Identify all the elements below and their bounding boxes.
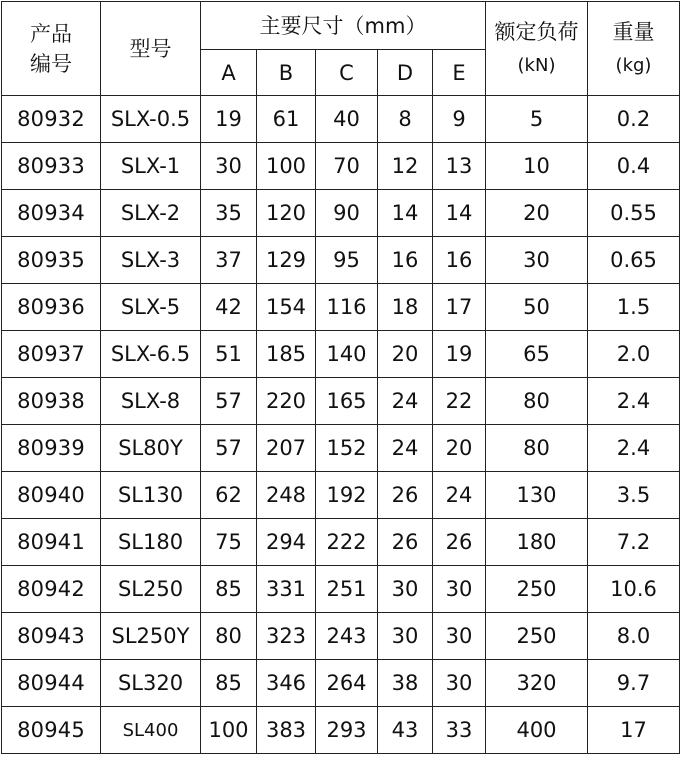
dim-d-cell: 26 — [378, 519, 433, 566]
dim-c-cell: 293 — [316, 707, 378, 754]
load-cell: 320 — [486, 660, 588, 707]
dim-b-cell: 129 — [257, 237, 316, 284]
code-header-line-2: 编号 — [30, 51, 72, 76]
load-cell: 80 — [486, 425, 588, 472]
load-cell: 50 — [486, 284, 588, 331]
dim-d-cell: 20 — [378, 331, 433, 378]
dim-b-cell: 100 — [257, 143, 316, 190]
model-cell: SLX-8 — [101, 378, 201, 425]
dim-b-cell: 346 — [257, 660, 316, 707]
product-code-cell: 80934 — [2, 190, 101, 237]
code-header — [2, 2, 101, 96]
dim-c-cell: 140 — [316, 331, 378, 378]
dim-d-cell: 30 — [378, 566, 433, 613]
weight-cell: 3.5 — [588, 472, 680, 519]
dim-b-cell: 248 — [257, 472, 316, 519]
table-row — [2, 237, 680, 284]
weight-cell: 1.5 — [588, 284, 680, 331]
code-header-line-1: 产品 — [30, 21, 72, 46]
dim-e-cell: 14 — [433, 190, 486, 237]
dim-d-cell: 24 — [378, 378, 433, 425]
dim-e-cell: 20 — [433, 425, 486, 472]
dim-d-cell: 26 — [378, 472, 433, 519]
dim-e-cell: 17 — [433, 284, 486, 331]
load-cell: 30 — [486, 237, 588, 284]
dim-a-cell: 51 — [201, 331, 257, 378]
dim-e-cell: 19 — [433, 331, 486, 378]
dim-a-cell: 37 — [201, 237, 257, 284]
model-cell: SLX-2 — [101, 190, 201, 237]
dim-b-cell: 120 — [257, 190, 316, 237]
dim-c-header: C — [316, 50, 378, 96]
table-row — [2, 331, 680, 378]
dim-c-cell: 152 — [316, 425, 378, 472]
model-cell: SL250Y — [101, 613, 201, 660]
weight-cell: 2.4 — [588, 378, 680, 425]
dim-c-cell: 95 — [316, 237, 378, 284]
weight-cell: 2.4 — [588, 425, 680, 472]
product-code-cell: 80945 — [2, 707, 101, 754]
dim-c-cell: 116 — [316, 284, 378, 331]
model-cell: SL130 — [101, 472, 201, 519]
dim-d-cell: 8 — [378, 96, 433, 143]
dim-c-cell: 192 — [316, 472, 378, 519]
weight-cell: 8.0 — [588, 613, 680, 660]
dim-e-cell: 30 — [433, 613, 486, 660]
load-cell: 130 — [486, 472, 588, 519]
dim-e-cell: 13 — [433, 143, 486, 190]
table-row — [2, 190, 680, 237]
dim-a-cell: 80 — [201, 613, 257, 660]
load-cell: 5 — [486, 96, 588, 143]
dim-b-cell: 207 — [257, 425, 316, 472]
dim-d-cell: 14 — [378, 190, 433, 237]
table-row — [2, 707, 680, 754]
load-header-unit: (kN) — [517, 54, 556, 76]
table-row — [2, 96, 680, 143]
dim-a-cell: 85 — [201, 566, 257, 613]
dim-e-cell: 30 — [433, 566, 486, 613]
weight-cell: 0.4 — [588, 143, 680, 190]
weight-cell: 10.6 — [588, 566, 680, 613]
load-header — [486, 2, 588, 96]
model-header: 型号 — [101, 2, 201, 96]
dim-a-cell: 30 — [201, 143, 257, 190]
dim-c-cell: 40 — [316, 96, 378, 143]
dim-a-cell: 57 — [201, 378, 257, 425]
weight-cell: 0.55 — [588, 190, 680, 237]
dim-b-cell: 220 — [257, 378, 316, 425]
product-code-cell: 80941 — [2, 519, 101, 566]
table-row — [2, 472, 680, 519]
dim-e-cell: 16 — [433, 237, 486, 284]
dim-e-cell: 22 — [433, 378, 486, 425]
table-row — [2, 613, 680, 660]
product-code-cell: 80936 — [2, 284, 101, 331]
dim-c-cell: 90 — [316, 190, 378, 237]
dim-e-cell: 24 — [433, 472, 486, 519]
dim-a-cell: 85 — [201, 660, 257, 707]
dim-d-cell: 30 — [378, 613, 433, 660]
weight-cell: 7.2 — [588, 519, 680, 566]
dim-a-cell: 19 — [201, 96, 257, 143]
table-row — [2, 143, 680, 190]
spec-table — [1, 1, 680, 754]
dim-d-cell: 12 — [378, 143, 433, 190]
dim-a-cell: 75 — [201, 519, 257, 566]
model-cell: SLX-6.5 — [101, 331, 201, 378]
load-cell: 250 — [486, 566, 588, 613]
dim-d-cell: 18 — [378, 284, 433, 331]
dim-b-cell: 294 — [257, 519, 316, 566]
dim-e-cell: 30 — [433, 660, 486, 707]
table-row — [2, 284, 680, 331]
dim-e-cell: 33 — [433, 707, 486, 754]
dim-d-cell: 24 — [378, 425, 433, 472]
dim-b-cell: 185 — [257, 331, 316, 378]
dim-e-cell: 9 — [433, 96, 486, 143]
load-cell: 180 — [486, 519, 588, 566]
product-code-cell: 80935 — [2, 237, 101, 284]
dim-a-header: A — [201, 50, 257, 96]
dim-c-cell: 243 — [316, 613, 378, 660]
product-code-cell: 80944 — [2, 660, 101, 707]
product-code-cell: 80940 — [2, 472, 101, 519]
dim-b-cell: 331 — [257, 566, 316, 613]
dim-b-cell: 61 — [257, 96, 316, 143]
dim-a-cell: 42 — [201, 284, 257, 331]
dim-d-cell: 43 — [378, 707, 433, 754]
header-row-1 — [2, 2, 680, 50]
dim-b-cell: 154 — [257, 284, 316, 331]
weight-cell: 9.7 — [588, 660, 680, 707]
model-cell: SL180 — [101, 519, 201, 566]
weight-cell: 2.0 — [588, 331, 680, 378]
dim-b-cell: 323 — [257, 613, 316, 660]
dim-d-cell: 38 — [378, 660, 433, 707]
weight-cell: 0.2 — [588, 96, 680, 143]
dim-d-cell: 16 — [378, 237, 433, 284]
load-cell: 65 — [486, 331, 588, 378]
dim-c-cell: 165 — [316, 378, 378, 425]
model-cell: SL400 — [101, 707, 201, 754]
dim-a-cell: 100 — [201, 707, 257, 754]
dim-b-cell: 383 — [257, 707, 316, 754]
product-code-cell: 80932 — [2, 96, 101, 143]
table-row — [2, 566, 680, 613]
table-row — [2, 378, 680, 425]
dim-a-cell: 35 — [201, 190, 257, 237]
product-code-cell: 80942 — [2, 566, 101, 613]
weight-cell: 17 — [588, 707, 680, 754]
model-cell: SLX-1 — [101, 143, 201, 190]
model-cell: SL250 — [101, 566, 201, 613]
table-body — [2, 96, 680, 754]
weight-cell: 0.65 — [588, 237, 680, 284]
product-code-cell: 80943 — [2, 613, 101, 660]
dims-header: 主要尺寸（mm） — [201, 2, 486, 50]
dim-c-cell: 251 — [316, 566, 378, 613]
model-cell: SL320 — [101, 660, 201, 707]
model-cell: SL80Y — [101, 425, 201, 472]
model-cell: SLX-0.5 — [101, 96, 201, 143]
table-row — [2, 660, 680, 707]
table-row — [2, 425, 680, 472]
weight-header — [588, 2, 680, 96]
dim-e-cell: 26 — [433, 519, 486, 566]
model-cell: SLX-3 — [101, 237, 201, 284]
product-code-cell: 80933 — [2, 143, 101, 190]
load-cell: 250 — [486, 613, 588, 660]
weight-header-unit: (kg) — [615, 54, 652, 76]
dim-a-cell: 62 — [201, 472, 257, 519]
dim-c-cell: 70 — [316, 143, 378, 190]
table-row — [2, 519, 680, 566]
load-cell: 400 — [486, 707, 588, 754]
load-cell: 20 — [486, 190, 588, 237]
weight-header-label: 重量 — [612, 19, 655, 44]
dim-e-header: E — [433, 50, 486, 96]
load-cell: 80 — [486, 378, 588, 425]
dim-d-header: D — [378, 50, 433, 96]
product-code-cell: 80939 — [2, 425, 101, 472]
dim-a-cell: 57 — [201, 425, 257, 472]
product-code-cell: 80937 — [2, 331, 101, 378]
dim-c-cell: 222 — [316, 519, 378, 566]
dim-c-cell: 264 — [316, 660, 378, 707]
product-code-cell: 80938 — [2, 378, 101, 425]
dim-b-header: B — [257, 50, 316, 96]
model-cell: SLX-5 — [101, 284, 201, 331]
load-header-label: 额定负荷 — [494, 19, 579, 44]
load-cell: 10 — [486, 143, 588, 190]
